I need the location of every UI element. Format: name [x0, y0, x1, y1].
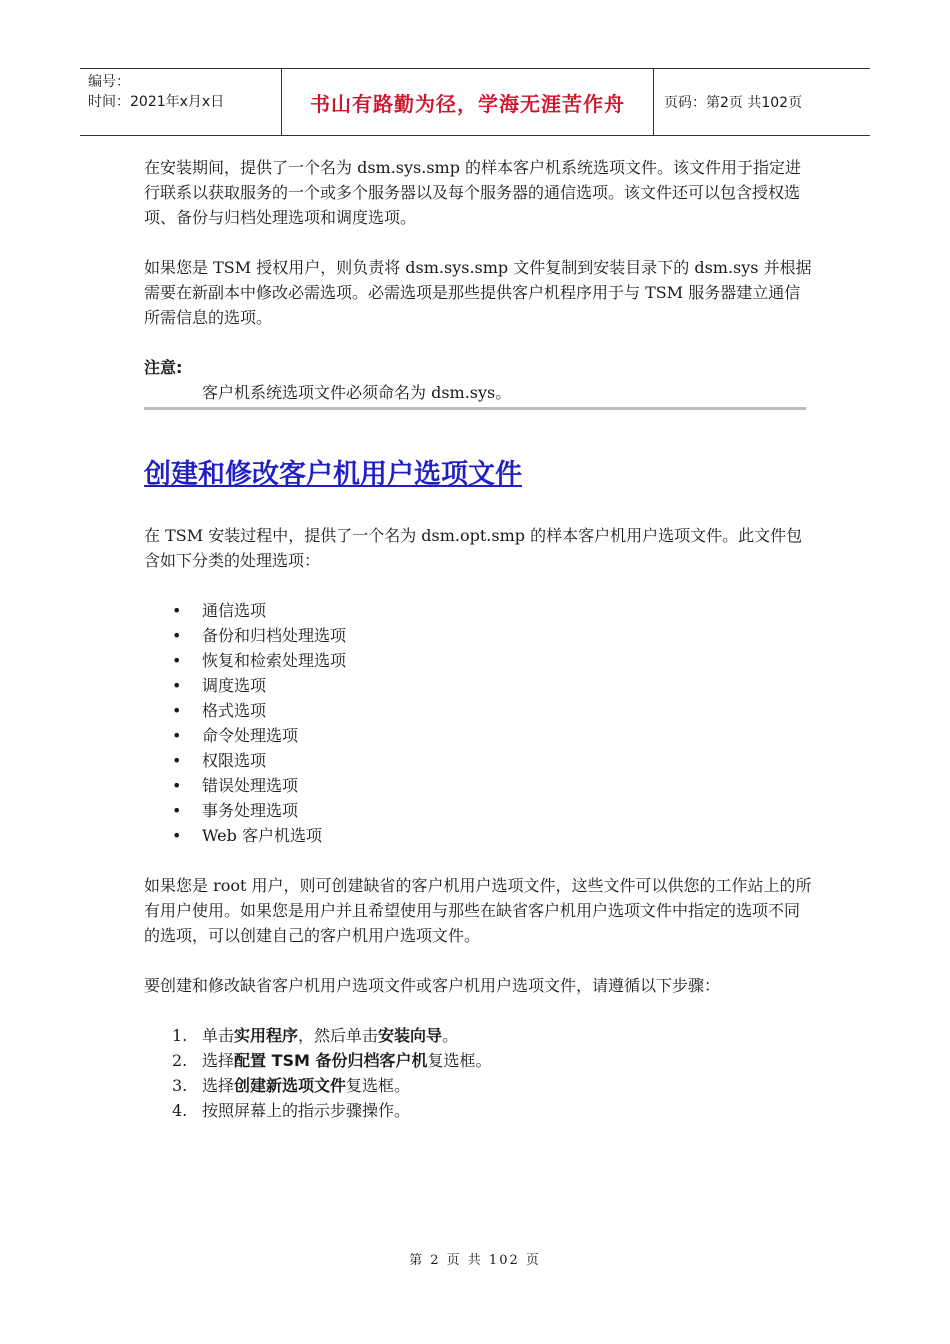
header-number-label: 编号：: [88, 74, 130, 90]
step-item: 1. 单击实用程序，然后单击安装向导。: [172, 1026, 459, 1045]
list-item: • 事务处理选项: [144, 798, 814, 823]
paragraph: 如果您是 TSM 授权用户，则负责将 dsm.sys.smp 文件复制到安装目录下的 dsm.sys 并根据需要在新副本中修改必需选项。必需选项是那些提供客户机程序用于与 TSM 服务器建立通信所需信息的选项。: [144, 258, 812, 327]
section-heading-link[interactable]: 创建和修改客户机用户选项文件: [144, 459, 522, 490]
step-item: 4. 按照屏幕上的指示步骤操作。: [172, 1101, 411, 1120]
page-header: [80, 68, 870, 136]
step-item: 3. 选择创建新选项文件复选框。: [172, 1076, 411, 1095]
page-footer: 第 2 页 共 102 页: [409, 1253, 541, 1268]
list-item: • Web 客户机选项: [144, 823, 814, 848]
paragraph: 在安装期间，提供了一个名为 dsm.sys.smp 的样本客户机系统选项文件。该文件用于指定进行联系以获取服务的一个或多个服务器以及每个服务器的通信选项。该文件还可以包含授权选项、备份与归档处理选项和调度选项。: [144, 158, 802, 227]
note-block: [144, 355, 814, 410]
list-item: • 权限选项: [144, 748, 814, 773]
list-item: • 备份和归档处理选项: [144, 623, 814, 648]
header-motto: 书山有路勤为径，学海无涯苦作舟: [282, 69, 654, 135]
list-item: • 格式选项: [144, 698, 814, 723]
steps-list: [144, 1023, 814, 1123]
paragraph: 如果您是 root 用户，则可创建缺省的客户机用户选项文件，这些文件可以供您的工作站上的所有用户使用。如果您是用户并且希望使用与那些在缺省客户机用户选项文件中指定的选项不同的选项，可以创建自己的客户机用户选项文件。: [144, 876, 812, 945]
document-body: [144, 155, 814, 1123]
list-item: • 通信选项: [144, 598, 814, 623]
header-meta: [80, 69, 282, 135]
note-title: 注意:: [144, 358, 183, 377]
header-date: 时间：2021年x月x日: [88, 94, 225, 110]
paragraph: 在 TSM 安装过程中，提供了一个名为 dsm.opt.smp 的样本客户机用户选项文件。此文件包含如下分类的处理选项：: [144, 526, 803, 570]
list-item: • 恢复和检索处理选项: [144, 648, 814, 673]
list-item: • 命令处理选项: [144, 723, 814, 748]
header-page-info: 页码：第2页 共102页: [664, 95, 803, 111]
step-item: 2. 选择配置 TSM 备份归档客户机复选框。: [172, 1051, 492, 1070]
list-item: • 调度选项: [144, 673, 814, 698]
paragraph: 要创建和修改缺省客户机用户选项文件或客户机用户选项文件，请遵循以下步骤：: [144, 976, 721, 995]
options-list: [144, 598, 814, 848]
list-item: • 错误处理选项: [144, 773, 814, 798]
note-body: 客户机系统选项文件必须命名为 dsm.sys。: [144, 380, 806, 410]
